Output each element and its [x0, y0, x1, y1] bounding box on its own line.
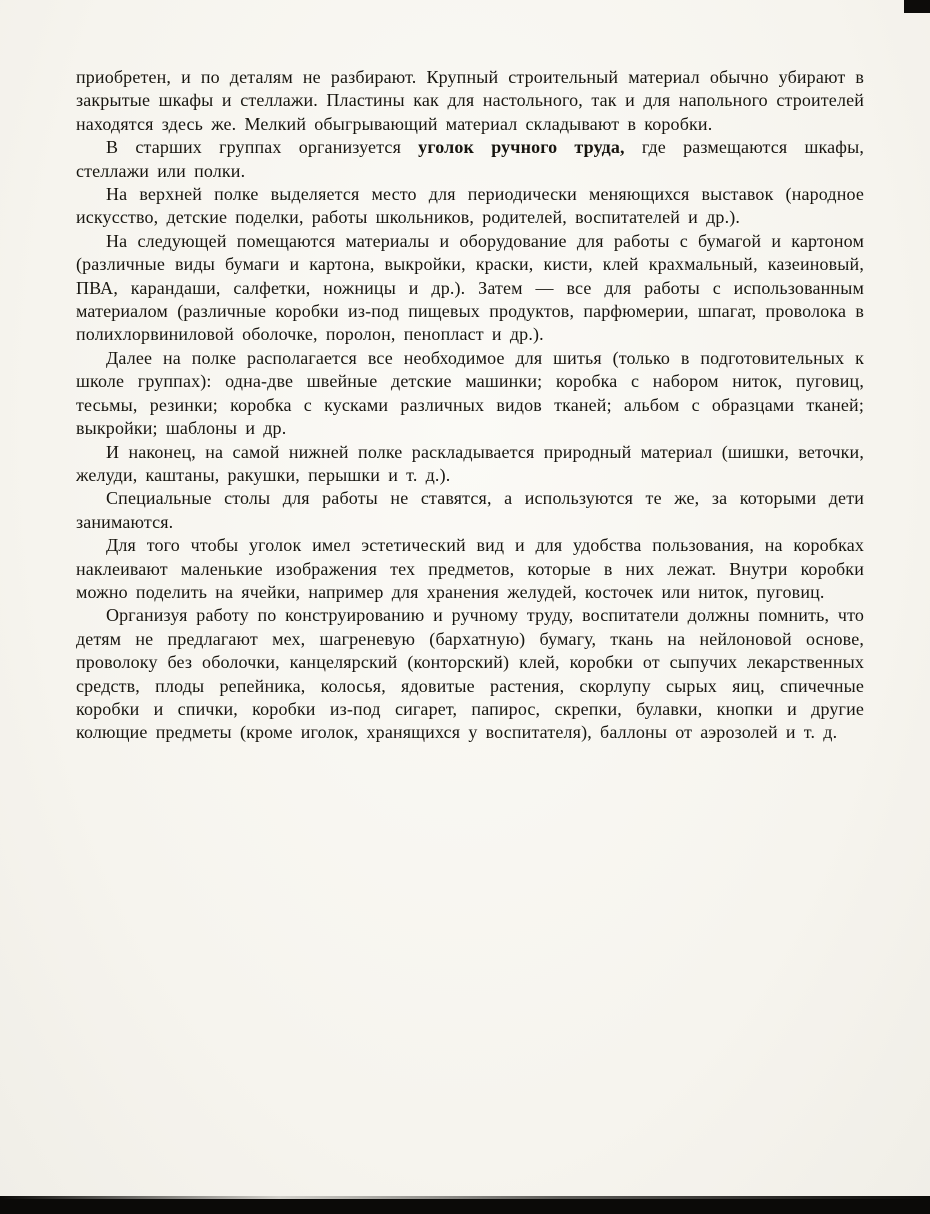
paragraph-2-text-after-bold: где размещаются шкафы, стеллажи или полки. [76, 137, 865, 181]
paragraph-5: Далее на полке располагается все необходимое для шитья (только в подготовительных к школе группах): одна-две швейные детские машинки; коробка с набором ниток, пуговиц, тесьмы, резинки; коробка с кусками различных видов тканей; альбом с образцами тканей; выкройки; шаблоны и др. [76, 347, 864, 439]
paragraph-7: Специальные столы для работы не ставятся, а используются те же, за которыми дети занимаются. [76, 488, 864, 532]
paragraph-8: Для того чтобы уголок имел эстетический вид и для удобства пользования, на коробках наклеивают маленькие изображения тех предметов, которые в них лежат. Внутри коробки можно поделить на ячейки, например для хранения желудей, косточек или ниток, пуговиц. [76, 535, 864, 602]
paragraph-2 [76, 136, 864, 183]
paragraph-9: Организуя работу по конструированию и ручному труду, воспитатели должны помнить, что детям не предлагают мех, шагреневую (бархатную) бумагу, ткань на нейлоновой основе, проволоку без оболочки, канцелярский (конторский) клей, коробки от сыпучих лекарственных средств, плоды репейника, колосья, ядовитые растения, скорлупу сырых яиц, спичечные коробки и спички, коробки из-под сигарет, папирос, скрепки, булавки, кнопки и другие колющие предметы (кроме иголок, хранящихся у воспитателя), баллоны от аэрозолей и т. д. [76, 605, 864, 743]
paragraph-3: На верхней полке выделяется место для периодически меняющихся выставок (народное искусство, детские поделки, работы школьников, родителей, воспитателей и др.). [76, 184, 864, 228]
paragraph-4: На следующей помещаются материалы и оборудование для работы с бумагой и картоном (различные виды бумаги и картона, выкройки, краски, кисти, клей крахмальный, казеиновый, ПВА, карандаши, салфетки, ножницы и др.). Затем — все для работы с использованным материалом (различные коробки из-под пищевых продуктов, парфюмерии, шпагат, проволока в полихлорвиниловой оболочке, поролон, пенопласт и др.). [76, 230, 864, 345]
paragraph-2-text-before-bold: В старших группах организуется [106, 137, 419, 158]
paragraph-2-bold-term: уголок ручного труда, [418, 137, 625, 158]
scan-artifact-corner-mark [904, 0, 930, 13]
paragraph-6: И наконец, на самой нижней полке раскладывается природный материал (шишки, веточки, желуди, каштаны, ракушки, перышки и т. д.). [76, 441, 864, 485]
paragraph-1-continuation: приобретен, и по деталям не разбирают. Крупный строительный материал обычно убирают в закрытые шкафы и стеллажи. Пластины как для настольного, так и для напольного строителей находятся здесь же. Мелкий обыгрывающий материал складывают в коробки. [76, 67, 864, 134]
scan-artifact-bottom-bar [0, 1199, 930, 1214]
page-text-block [76, 66, 864, 745]
